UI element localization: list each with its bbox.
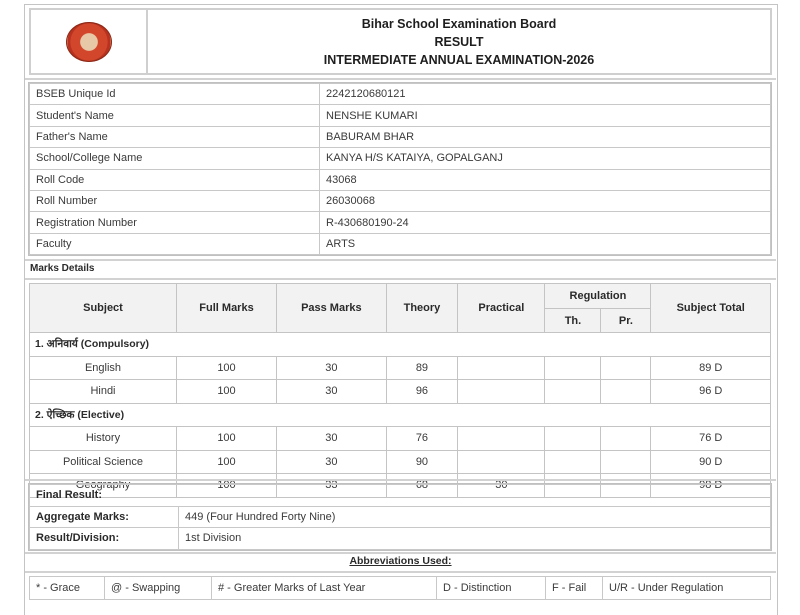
practical-cell — [458, 356, 545, 380]
final-result-table — [29, 484, 771, 550]
subject-total-cell: 96 D — [651, 380, 771, 404]
theory-cell: 90 — [386, 450, 458, 474]
abbreviations-table — [29, 576, 771, 600]
info-value: KANYA H/S KATAIYA, GOPALGANJ — [320, 148, 771, 169]
bseb-seal-icon — [66, 22, 112, 62]
info-label: Registration Number — [30, 212, 320, 233]
group-title: 2. ऐच्छिक (Elective) — [30, 403, 771, 427]
info-value: 26030068 — [320, 190, 771, 211]
theory-cell: 68 — [386, 474, 458, 498]
marks-table — [29, 283, 771, 498]
col-pass-marks: Pass Marks — [277, 284, 387, 333]
info-value: NENSHE KUMARI — [320, 105, 771, 126]
info-row-student-name — [30, 105, 771, 126]
table-row — [30, 427, 771, 451]
abbreviations-title: Abbreviations Used: — [349, 555, 452, 567]
col-theory: Theory — [386, 284, 458, 333]
info-value: ARTS — [320, 233, 771, 254]
reg-pr-cell — [601, 380, 651, 404]
logo-cell — [31, 10, 148, 73]
info-value: 2242120680121 — [320, 84, 771, 105]
exam-name: INTERMEDIATE ANNUAL EXAMINATION-2026 — [323, 53, 595, 67]
subject-cell: Hindi — [30, 380, 177, 404]
info-label: Student's Name — [30, 105, 320, 126]
col-subject: Subject — [30, 284, 177, 333]
practical-cell — [458, 450, 545, 474]
practical-cell — [458, 380, 545, 404]
info-row-unique-id — [30, 84, 771, 105]
division-label: Result/Division: — [30, 528, 179, 550]
reg-pr-cell — [601, 427, 651, 451]
full-marks-cell: 100 — [176, 427, 276, 451]
reg-pr-cell — [601, 450, 651, 474]
reg-th-cell — [545, 427, 601, 451]
col-reg-th: Th. — [545, 309, 601, 333]
subject-cell: Geography — [30, 474, 177, 498]
table-row — [30, 450, 771, 474]
pass-marks-cell: 33 — [277, 474, 387, 498]
divider — [25, 278, 776, 280]
col-practical: Practical — [458, 284, 545, 333]
pass-marks-cell: 30 — [277, 427, 387, 451]
abbr-grace: * - Grace — [30, 577, 105, 600]
info-label: BSEB Unique Id — [30, 84, 320, 105]
final-result-title: Final Result: — [30, 485, 771, 507]
subject-total-cell: 90 D — [651, 450, 771, 474]
info-label: Faculty — [30, 233, 320, 254]
col-reg-pr: Pr. — [601, 309, 651, 333]
info-value: R-430680190-24 — [320, 212, 771, 233]
info-row-roll-number — [30, 190, 771, 211]
info-row-school — [30, 148, 771, 169]
aggregate-value: 449 (Four Hundred Forty Nine) — [179, 506, 771, 528]
division-value: 1st Division — [179, 528, 771, 550]
divider — [25, 259, 776, 261]
full-marks-cell: 100 — [176, 356, 276, 380]
divider — [25, 78, 776, 80]
divider — [25, 552, 776, 554]
subject-total-cell: 98 D — [651, 474, 771, 498]
group-title: 1. अनिवार्य (Compulsory) — [30, 333, 771, 357]
divider — [25, 571, 776, 573]
subject-cell: Political Science — [30, 450, 177, 474]
info-row-registration — [30, 212, 771, 233]
info-label: School/College Name — [30, 148, 320, 169]
board-name: Bihar School Examination Board — [361, 17, 557, 31]
aggregate-row — [30, 506, 771, 528]
subject-total-cell: 89 D — [651, 356, 771, 380]
table-row — [30, 380, 771, 404]
practical-cell: 30 — [458, 474, 545, 498]
student-info-table — [29, 83, 771, 255]
info-label: Roll Number — [30, 190, 320, 211]
abbreviations-row — [30, 577, 771, 600]
abbr-under-regulation: U/R - Under Regulation — [603, 577, 771, 600]
info-row-roll-code — [30, 169, 771, 190]
subject-cell: History — [30, 427, 177, 451]
header-titles — [148, 10, 770, 73]
col-subject-total: Subject Total — [651, 284, 771, 333]
info-value: BABURAM BHAR — [320, 126, 771, 147]
pass-marks-cell: 30 — [277, 450, 387, 474]
division-row — [30, 528, 771, 550]
info-label: Father's Name — [30, 126, 320, 147]
reg-pr-cell — [601, 356, 651, 380]
col-full-marks: Full Marks — [176, 284, 276, 333]
col-regulation: Regulation — [545, 284, 651, 309]
table-row — [30, 356, 771, 380]
practical-cell — [458, 427, 545, 451]
doc-type: RESULT — [434, 35, 484, 49]
abbr-swapping: @ - Swapping — [105, 577, 212, 600]
full-marks-cell: 100 — [176, 380, 276, 404]
theory-cell: 76 — [386, 427, 458, 451]
abbr-fail: F - Fail — [546, 577, 603, 600]
result-header — [29, 8, 772, 75]
theory-cell: 96 — [386, 380, 458, 404]
group-row-compulsory — [30, 333, 771, 357]
info-label: Roll Code — [30, 169, 320, 190]
group-row-elective — [30, 403, 771, 427]
theory-cell: 89 — [386, 356, 458, 380]
final-result-title-row — [30, 485, 771, 507]
subject-cell: English — [30, 356, 177, 380]
subject-total-cell: 76 D — [651, 427, 771, 451]
reg-th-cell — [545, 356, 601, 380]
info-row-father-name — [30, 126, 771, 147]
pass-marks-cell: 30 — [277, 380, 387, 404]
full-marks-cell: 100 — [176, 450, 276, 474]
abbr-greater-marks: # - Greater Marks of Last Year — [212, 577, 437, 600]
info-row-faculty — [30, 233, 771, 254]
divider — [25, 479, 776, 481]
pass-marks-cell: 30 — [277, 356, 387, 380]
reg-th-cell — [545, 380, 601, 404]
reg-th-cell — [545, 450, 601, 474]
full-marks-cell: 100 — [176, 474, 276, 498]
aggregate-label: Aggregate Marks: — [30, 506, 179, 528]
marks-details-label: Marks Details — [30, 263, 95, 274]
marks-header-row — [30, 284, 771, 309]
abbr-distinction: D - Distinction — [437, 577, 546, 600]
info-value: 43068 — [320, 169, 771, 190]
